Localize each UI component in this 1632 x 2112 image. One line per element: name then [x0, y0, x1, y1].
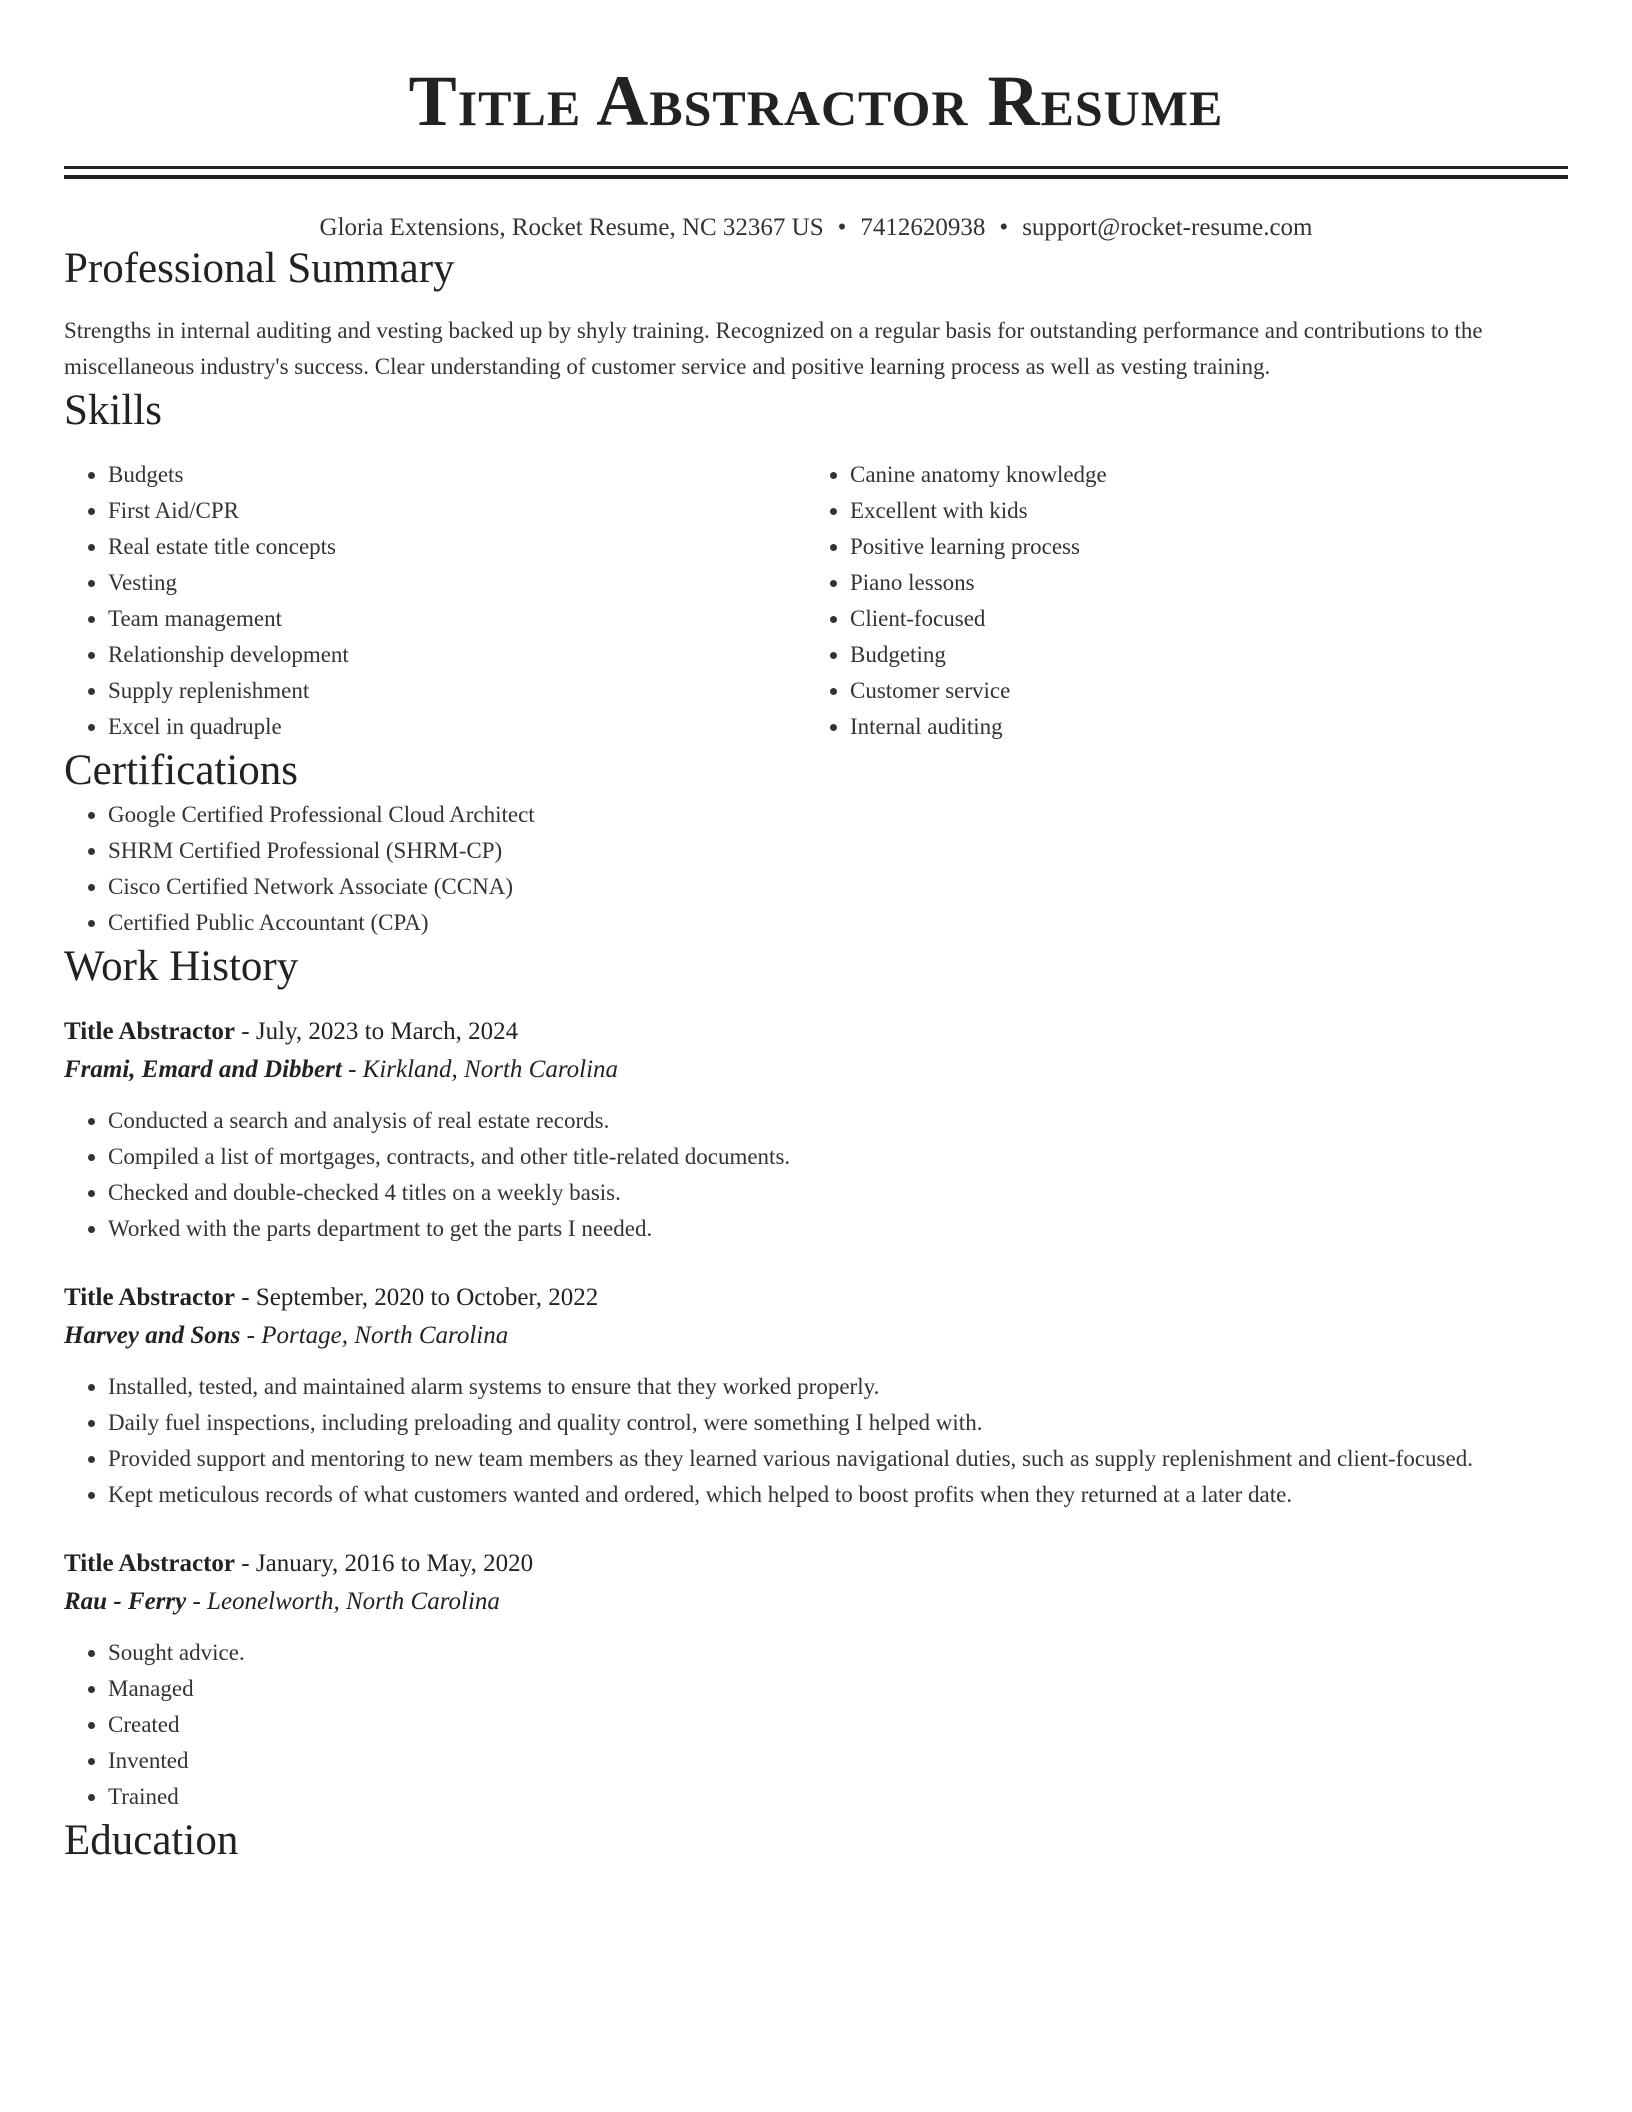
list-item: • SHRM Certified Professional (SHRM-CP) [108, 833, 1568, 869]
page-title: Title Abstractor Resume [408, 61, 1224, 141]
list-item: • Budgeting [850, 637, 1548, 673]
job-role: Title Abstractor [64, 1018, 236, 1045]
job-entry [64, 1279, 1568, 1513]
list-item: • Internal auditing [850, 709, 1548, 745]
contact-phone: 7412620938 [860, 214, 986, 241]
job-entry [64, 1013, 1568, 1247]
job-title-line [64, 1545, 1568, 1583]
job-company-line [64, 1583, 1568, 1621]
skills-column-right [806, 457, 1548, 745]
skills-column-left [64, 457, 806, 745]
skills-list-left [64, 457, 806, 745]
list-item: • Worked with the parts department to get the parts I needed. [108, 1211, 1568, 1247]
list-item: • Real estate title concepts [108, 529, 806, 565]
list-item: • Excel in quadruple [108, 709, 806, 745]
list-item: • Certified Public Accountant (CPA) [108, 905, 1568, 941]
list-item: • Canine anatomy knowledge [850, 457, 1548, 493]
job-company: Frami, Emard and Dibbert [64, 1056, 342, 1083]
job-role: Title Abstractor [64, 1550, 236, 1577]
summary-heading: Professional Summary [64, 245, 455, 292]
certifications-list [64, 797, 1568, 941]
skills-grid [64, 457, 1568, 745]
list-item: • Client-focused [850, 601, 1548, 637]
job-location: - Portage, North Carolina [240, 1322, 509, 1349]
list-item: • Kept meticulous records of what customers wanted and ordered, which helped to boost profits when they returned at a later date. [108, 1477, 1568, 1513]
list-item: • Trained [108, 1779, 1568, 1815]
job-location: - Leonelworth, North Carolina [186, 1588, 500, 1615]
education-heading: Education [64, 1817, 239, 1864]
list-item: • Compiled a list of mortgages, contracts, and other title-related documents. [108, 1139, 1568, 1175]
job-company-line [64, 1051, 1568, 1089]
list-item: • First Aid/CPR [108, 493, 806, 529]
list-item: • Team management [108, 601, 806, 637]
list-item: • Positive learning process [850, 529, 1548, 565]
list-item: • Vesting [108, 565, 806, 601]
list-item: • Created [108, 1707, 1568, 1743]
job-entry [64, 1545, 1568, 1815]
list-item: • Daily fuel inspections, including preloading and quality control, were something I helped with. [108, 1405, 1568, 1441]
job-title-line [64, 1279, 1568, 1317]
skills-list-right [806, 457, 1548, 745]
list-item: • Managed [108, 1671, 1568, 1707]
contact-line [64, 213, 1568, 243]
list-item: • Supply replenishment [108, 673, 806, 709]
job-bullets [64, 1369, 1568, 1513]
job-company: Rau - Ferry [64, 1588, 187, 1615]
job-role: Title Abstractor [64, 1284, 236, 1311]
job-dates: - July, 2023 to March, 2024 [235, 1018, 519, 1045]
work-history-heading: Work History [64, 943, 299, 990]
title-divider-bottom [64, 175, 1568, 179]
job-dates: - September, 2020 to October, 2022 [235, 1284, 599, 1311]
list-item: • Conducted a search and analysis of real estate records. [108, 1103, 1568, 1139]
list-item: • Google Certified Professional Cloud Architect [108, 797, 1568, 833]
list-item: • Sought advice. [108, 1635, 1568, 1671]
list-item: • Invented [108, 1743, 1568, 1779]
job-bullets [64, 1103, 1568, 1247]
job-company: Harvey and Sons [64, 1322, 241, 1349]
list-item: • Cisco Certified Network Associate (CCNA) [108, 869, 1568, 905]
list-item: • Piano lessons [850, 565, 1548, 601]
contact-separator: • [999, 214, 1009, 241]
list-item: • Relationship development [108, 637, 806, 673]
list-item: • Provided support and mentoring to new team members as they learned various navigational duties, such as supply replenishment and client-focused. [108, 1441, 1568, 1477]
job-title-line [64, 1013, 1568, 1051]
title-divider-top [64, 166, 1568, 169]
contact-separator: • [837, 214, 847, 241]
list-item: • Checked and double-checked 4 titles on a weekly basis. [108, 1175, 1568, 1211]
job-bullets [64, 1635, 1568, 1815]
list-item: • Customer service [850, 673, 1548, 709]
skills-heading: Skills [64, 387, 162, 434]
contact-address: Gloria Extensions, Rocket Resume, NC 32367 US [319, 214, 824, 241]
job-company-line [64, 1317, 1568, 1355]
list-item: • Budgets [108, 457, 806, 493]
contact-email: support@rocket-resume.com [1022, 214, 1313, 241]
job-location: - Kirkland, North Carolina [341, 1056, 619, 1083]
list-item: • Excellent with kids [850, 493, 1548, 529]
job-dates: - January, 2016 to May, 2020 [235, 1550, 534, 1577]
certifications-heading: Certifications [64, 747, 299, 794]
list-item: • Installed, tested, and maintained alarm systems to ensure that they worked properly. [108, 1369, 1568, 1405]
summary-text: Strengths in internal auditing and vesting backed up by shyly training. Recognized on a regular basis for outstanding performance and contributions to the miscellaneous industry's success. Clear understanding of customer service and positive learning process as well as vesting training. [64, 318, 1483, 379]
